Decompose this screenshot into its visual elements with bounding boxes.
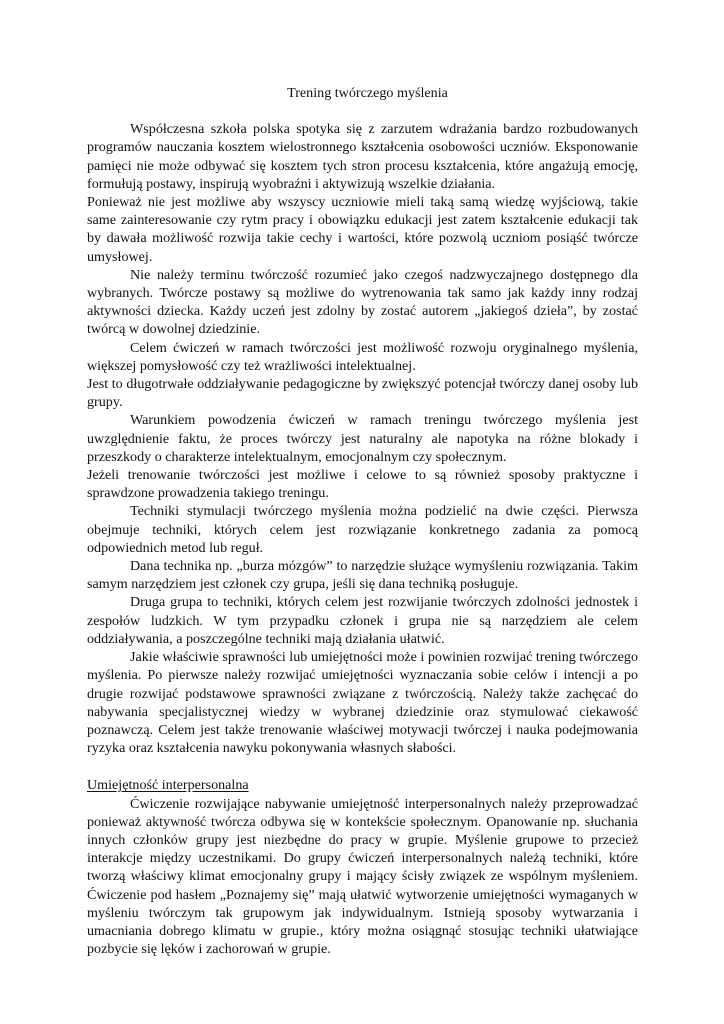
paragraph-11: Jakie właściwie sprawności lub umiejętności może i powinien rozwijać trening twórczego myślenia. Po pierwsze należy rozwijać umiejętności wyznaczania sobie celów i intencji a po drugie rozwijać podstawowe sprawności związane z twórczością. Należy także zachęcać do nabywania specjalistycznej wiedzy w wybranej dziedzinie oraz stymulować ciekawość poznawczą. Celem jest także trenowanie właściwej motywacji twórczej i nauka podejmowania ryzyka oraz kształcenia nawyku pokonywania własnych słabości. (87, 649, 639, 757)
paragraph-10: Druga grupa to techniki, których celem jest rozwijanie twórczych zdolności jednostek i zespołów ludzkich. W tym przypadku członek i grupa nie są narzędziem ale celem oddziaływania, a poszczególne techniki mają działania ułatwić. (87, 594, 638, 647)
paragraph-1: Współczesna szkoła polska spotyka się z zarzutem wdrażania bardzo rozbudowanych programów nauczania kosztem wielostronnego kształcenia osobowości uczniów. Eksponowanie pamięci nie może odbywać się kosztem tych stron procesu kształcenia, które angażują emocję, formułują postawy, inspirują wyobraźni i aktywizują wszelkie działania. (87, 121, 638, 192)
document-title: Trening twórczego myślenia (287, 85, 448, 101)
paragraph-4: Celem ćwiczeń w ramach twórczości jest możliwość rozwoju oryginalnego myślenia, większej pomysłowość czy też wrażliwości intelektualnej. (87, 339, 638, 374)
paragraph-2: Ponieważ nie jest możliwe aby wszyscy uczniowie mieli taką samą wiedzę wyjściową, takie same zainteresowanie czy rytm pracy i obowiązku edukacji jest zatem kształcenie edukacji tak by dawała możliwość rozwija takie cechy i wartości, które pozwolą uczniom posiąść twórcze umysłowej. (87, 194, 638, 265)
paragraph-8: Techniki stymulacji twórczego myślenia można podzielić na dwie części. Pierwsza obejmuje techniki, których celem jest rozwiązanie konkretnego zadania za pomocą odpowiednich metod lub reguł. (87, 503, 638, 556)
paragraph-7: Jeżeli trenowanie twórczości jest możliwe i celowe to są również sposoby praktyczne i sprawdzone prowadzenia takiego treningu. (87, 467, 638, 502)
paragraph-3: Nie należy terminu twórczość rozumieć jako czegoś nadzwyczajnego dostępnego dla wybranych. Twórcze postawy są możliwe do wytrenowania tak samo jak każdy inny rodzaj aktywności dziecka. Każdy uczeń jest zdolny by zostać autorem „jakiegoś dzieła”, by zostać twórcą w dowolnej dziedzinie. (87, 266, 638, 338)
document-page (87, 84, 638, 958)
section-heading: Umiejętność interpersonalna (87, 777, 249, 794)
paragraph-5: Jest to długotrwałe oddziaływanie pedagogiczne by zwiększyć potencjał twórczy danej osoby lub grupy. (87, 376, 638, 411)
section-paragraph: Ćwiczenie rozwijające nabywanie umiejętność interpersonalnych należy przeprowadzać ponieważ aktywność twórcza odbywa się w kontekście społecznym. Opanowanie np. słuchania innych członków grupy jest niezbędne do pracy w grupie. Myślenie grupowe to przecież interakcje między uczestnikami. Do grupy ćwiczeń interpersonalnych należą techniki, które tworzą właściwy klimat emocjonalny grupy i mający ścisły związek ze wspólnym myśleniem. Ćwiczenie pod hasłem „Poznajemy się” mają ułatwić wytworzenie umiejętności wymaganych w myśleniu twórczym tak grupowym jak indywidualnym. Istnieją sposoby wytwarzania i umacniania dobrego klimatu w grupie., który można osiągnąć stosując techniki ułatwiające pozbycie się lęków i zachorowań w grupie. (87, 795, 638, 958)
paragraph-6: Warunkiem powodzenia ćwiczeń w ramach treningu twórczego myślenia jest uwzględnienie faktu, że proces twórczy jest naturalny ale napotyka na różne blokady i przeszkody o charakterze intelektualnym, emocjonalnym czy społecznym. (87, 412, 638, 465)
paragraph-9: Dana technika np. „burza mózgów” to narzędzie służące wymyśleniu rozwiązania. Takim samym narzędziem jest członek czy grupa, jeśli się dana techniką posługuje. (87, 558, 638, 593)
